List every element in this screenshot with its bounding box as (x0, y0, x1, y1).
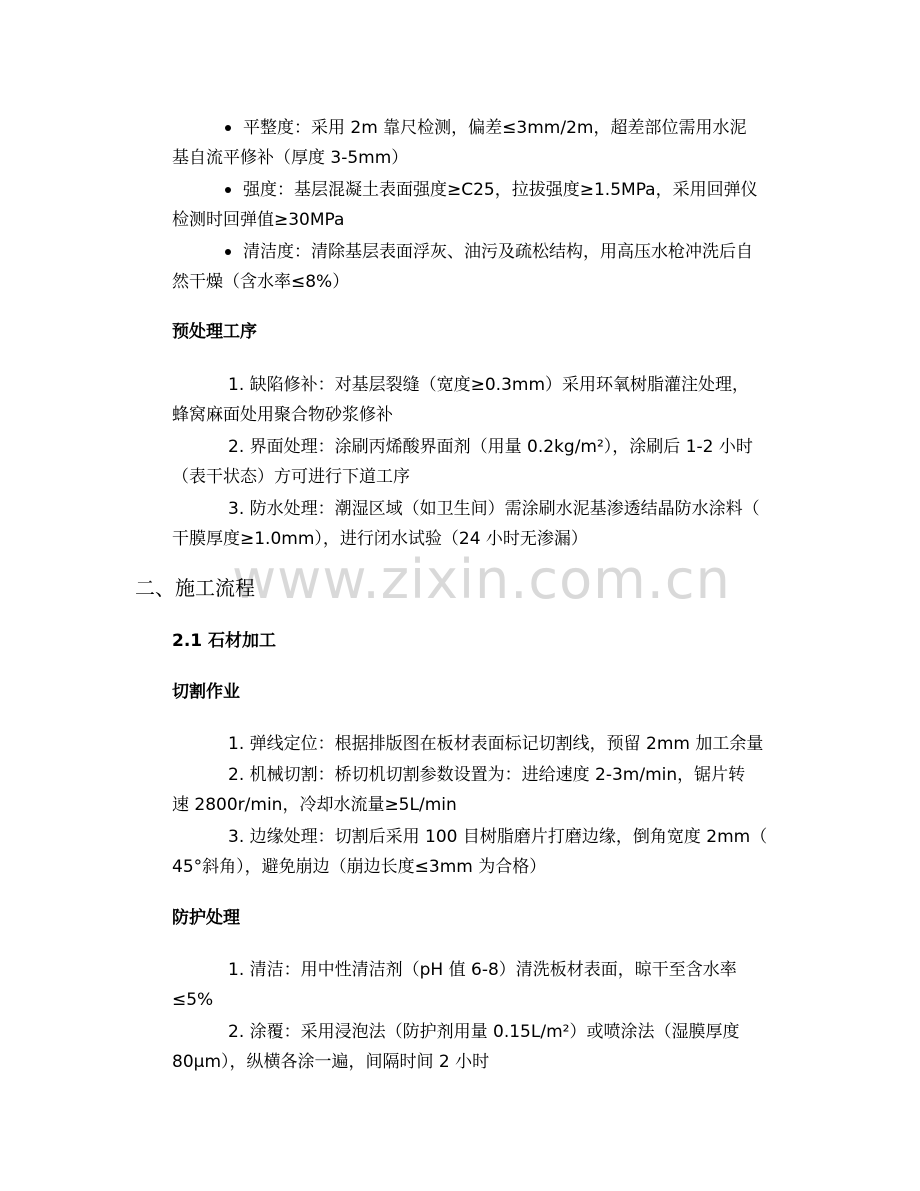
cutting-item-2-line1: 2. 机械切割：桥切机切割参数设置为：进给速度 2-3m/min，锯片转 (228, 765, 746, 785)
protection-item-1-line2: ≤5% (172, 990, 214, 1010)
protection-item-2-line2: 80μm），纵横各涂一遍，间隔时间 2 小时 (172, 1052, 490, 1072)
pretreatment-item-3-line2: 干膜厚度≥1.0mm），进行闭水试验（24 小时无渗漏） (172, 529, 588, 549)
pretreatment-item-1-line2: 蜂窝麻面处用聚合物砂浆修补 (172, 405, 393, 425)
heading-cutting: 切割作业 (172, 682, 240, 702)
cutting-item-1-line1: 1. 弹线定位：根据排版图在板材表面标记切割线，预留 2mm 加工余量 (228, 734, 764, 754)
pretreatment-item-1-line1: 1. 缺陷修补：对基层裂缝（宽度≥0.3mm）采用环氧树脂灌注处理， (228, 375, 750, 395)
watermark: www.zixin.com.cn (232, 548, 731, 611)
cutting-item-3-line1: 3. 边缘处理：切割后采用 100 目树脂磨片打磨边缘，倒角宽度 2mm（ (228, 827, 768, 847)
section-heading-construction-process: 二、施工流程 (135, 576, 255, 600)
protection-item-1-line1: 1. 清洁：用中性清洁剂（pH 值 6-8）清洗板材表面，晾干至含水率 (228, 960, 737, 980)
cutting-item-3-line2: 45°斜角），避免崩边（崩边长度≤3mm 为合格） (172, 857, 547, 877)
protection-item-2-line1: 2. 涂覆：采用浸泡法（防护剂用量 0.15L/m²）或喷涂法（湿膜厚度 (228, 1022, 740, 1042)
bullet-dot-icon (225, 187, 231, 193)
bullet-dot-icon (225, 249, 231, 255)
bullet-item-flatness-line1: 平整度：采用 2m 靠尺检测，偏差≤3mm/2m，超差部位需用水泥 (243, 118, 747, 138)
bullet-item-flatness-line2: 基自流平修补（厚度 3-5mm） (172, 148, 409, 168)
bullet-dot-icon (225, 125, 231, 131)
bullet-item-cleanliness-line2: 然干燥（含水率≤8%） (172, 272, 350, 292)
bullet-item-strength-line1: 强度：基层混凝土表面强度≥C25，拉拔强度≥1.5MPa，采用回弹仪 (243, 180, 758, 200)
bullet-item-cleanliness-line1: 清洁度：清除基层表面浮灰、油污及疏松结构，用高压水枪冲洗后自 (243, 242, 753, 262)
subsection-heading-stone-processing: 2.1 石材加工 (172, 631, 277, 651)
pretreatment-item-2-line1: 2. 界面处理：涂刷丙烯酸界面剂（用量 0.2kg/m²），涂刷后 1-2 小时 (228, 437, 753, 457)
cutting-item-2-line2: 速 2800r/min，冷却水流量≥5L/min (172, 795, 457, 815)
heading-pretreatment: 预处理工序 (172, 322, 257, 342)
pretreatment-item-2-line2: （表干状态）方可进行下道工序 (172, 467, 410, 487)
heading-protection: 防护处理 (172, 908, 240, 928)
bullet-item-strength-line2: 检测时回弹值≥30MPa (172, 210, 345, 230)
pretreatment-item-3-line1: 3. 防水处理：潮湿区域（如卫生间）需涂刷水泥基渗透结晶防水涂料（ (228, 499, 760, 519)
